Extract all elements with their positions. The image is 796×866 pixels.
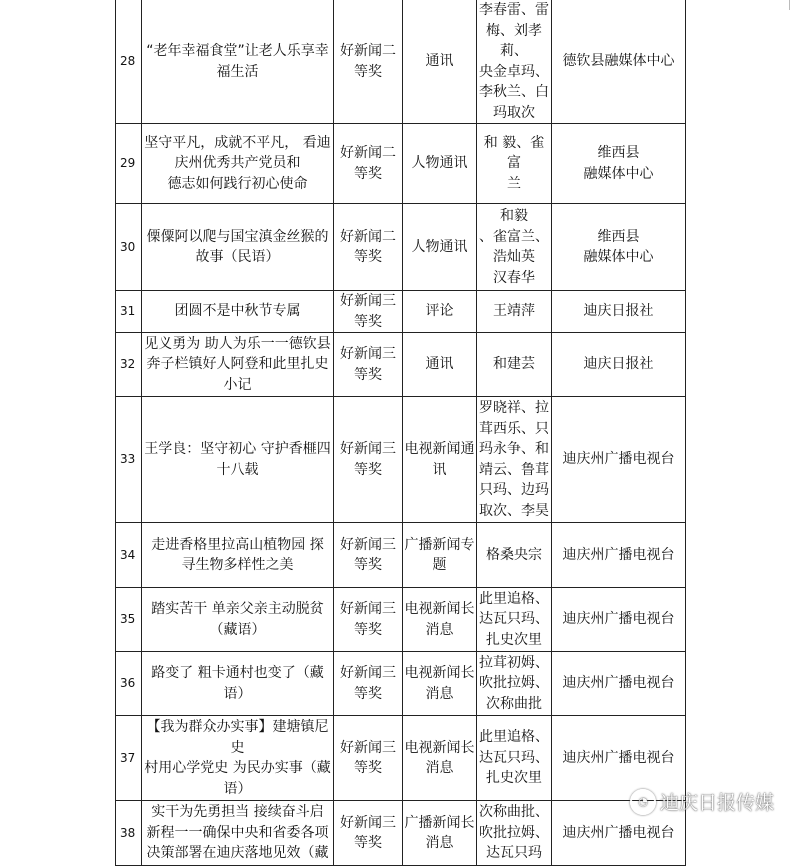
table-row: [116, 397, 686, 523]
authors-cell: 王靖萍: [477, 291, 552, 333]
table-row: [116, 801, 686, 866]
row-number: 33: [116, 397, 142, 523]
row-number: 34: [116, 523, 142, 588]
row-number: 30: [116, 204, 142, 291]
authors-cell: 和 毅、雀富 兰: [477, 124, 552, 204]
award-cell: 好新闻二 等奖: [334, 0, 403, 124]
type-cell: 评论: [403, 291, 477, 333]
table-row: [116, 0, 686, 124]
watermark-text: 迪庆日报传媒: [660, 792, 775, 814]
unit-cell: 迪庆日报社: [552, 291, 686, 333]
unit-cell: 德钦县融媒体中心: [552, 0, 686, 124]
row-number: 38: [116, 801, 142, 866]
title-cell: 王学良：坚守初心 守护香榧四 十八载: [142, 397, 334, 523]
window-edge: [789, 0, 796, 10]
row-number: 37: [116, 716, 142, 801]
award-cell: 好新闻二 等奖: [334, 204, 403, 291]
award-cell: 好新闻三 等奖: [334, 333, 403, 397]
authors-cell: 格桑央宗: [477, 523, 552, 588]
type-cell: 广播新闻专 题: [403, 523, 477, 588]
row-number: 28: [116, 0, 142, 124]
award-cell: 好新闻三 等奖: [334, 397, 403, 523]
award-cell: 好新闻三 等奖: [334, 523, 403, 588]
table-row: [116, 523, 686, 588]
type-cell: 电视新闻长 消息: [403, 652, 477, 716]
unit-cell: 迪庆州广播电视台: [552, 652, 686, 716]
type-cell: 通讯: [403, 333, 477, 397]
title-cell: 路变了 粗卡通村也变了（藏 语）: [142, 652, 334, 716]
type-cell: 广播新闻长 消息: [403, 801, 477, 866]
award-cell: 好新闻三 等奖: [334, 588, 403, 652]
unit-cell: 迪庆州广播电视台: [552, 523, 686, 588]
type-cell: 人物通讯: [403, 124, 477, 204]
title-cell: “老年幸福食堂”让老人乐享幸 福生活: [142, 0, 334, 124]
row-number: 36: [116, 652, 142, 716]
title-cell: 【我为群众办实事】建塘镇尼史 村用心学党史 为民办实事（藏 语）: [142, 716, 334, 801]
table-row: [116, 652, 686, 716]
type-cell: 电视新闻长 消息: [403, 716, 477, 801]
unit-cell: 迪庆州广播电视台: [552, 801, 686, 866]
table-row: [116, 124, 686, 204]
row-number: 35: [116, 588, 142, 652]
authors-cell: 罗晓祥、拉 茸西乐、只 玛永争、和 靖云、鲁茸 只玛、边玛 取次、李昊: [477, 397, 552, 523]
authors-cell: 此里追格、 达瓦只玛、 扎史次里: [477, 588, 552, 652]
type-cell: 人物通讯: [403, 204, 477, 291]
awards-table: [115, 0, 686, 866]
authors-cell: 此里追格、 达瓦只玛、 扎史次里: [477, 716, 552, 801]
title-cell: 傈僳阿以爬与国宝滇金丝猴的 故事（民语）: [142, 204, 334, 291]
award-cell: 好新闻三 等奖: [334, 716, 403, 801]
table-row: [116, 333, 686, 397]
authors-cell: 和建芸: [477, 333, 552, 397]
table-row: [116, 588, 686, 652]
wechat-icon: ◔: [630, 789, 656, 815]
title-cell: 坚守平凡，成就不平凡， 看迪 庆州优秀共产党员和 德志如何践行初心使命: [142, 124, 334, 204]
table-row: [116, 204, 686, 291]
award-cell: 好新闻三 等奖: [334, 291, 403, 333]
title-cell: 见义勇为 助人为乐一一德钦县 奔子栏镇好人阿登和此里扎史 小记: [142, 333, 334, 397]
award-cell: 好新闻三 等奖: [334, 652, 403, 716]
award-cell: 好新闻三 等奖: [334, 801, 403, 866]
title-cell: 踏实苦干 单亲父亲主动脱贫 （藏语）: [142, 588, 334, 652]
unit-cell: 迪庆日报社: [552, 333, 686, 397]
authors-cell: 拉茸初姆、 吹批拉姆、 次称曲批: [477, 652, 552, 716]
title-cell: 团圆不是中秋节专属: [142, 291, 334, 333]
unit-cell: 迪庆州广播电视台: [552, 588, 686, 652]
type-cell: 电视新闻通 讯: [403, 397, 477, 523]
row-number: 31: [116, 291, 142, 333]
table-row: [116, 291, 686, 333]
authors-cell: 李春雷、雷 梅、刘孝莉、 央金卓玛、 李秋兰、白 玛取次: [477, 0, 552, 124]
title-cell: 实干为先勇担当 接续奋斗启 新程一一确保中央和省委各项 决策部署在迪庆落地见效（藏: [142, 801, 334, 866]
unit-cell: 迪庆州广播电视台: [552, 716, 686, 801]
row-number: 29: [116, 124, 142, 204]
type-cell: 电视新闻长 消息: [403, 588, 477, 652]
row-number: 32: [116, 333, 142, 397]
watermark: [630, 788, 774, 815]
authors-cell: 和毅 、雀富兰、 浩灿英 汉春华: [477, 204, 552, 291]
table-row: [116, 716, 686, 801]
unit-cell: 迪庆州广播电视台: [552, 397, 686, 523]
unit-cell: 维西县 融媒体中心: [552, 124, 686, 204]
award-cell: 好新闻二 等奖: [334, 124, 403, 204]
unit-cell: 维西县 融媒体中心: [552, 204, 686, 291]
title-cell: 走进香格里拉高山植物园 探 寻生物多样性之美: [142, 523, 334, 588]
authors-cell: 次称曲批、 吹批拉姆、 达瓦只玛: [477, 801, 552, 866]
type-cell: 通讯: [403, 0, 477, 124]
